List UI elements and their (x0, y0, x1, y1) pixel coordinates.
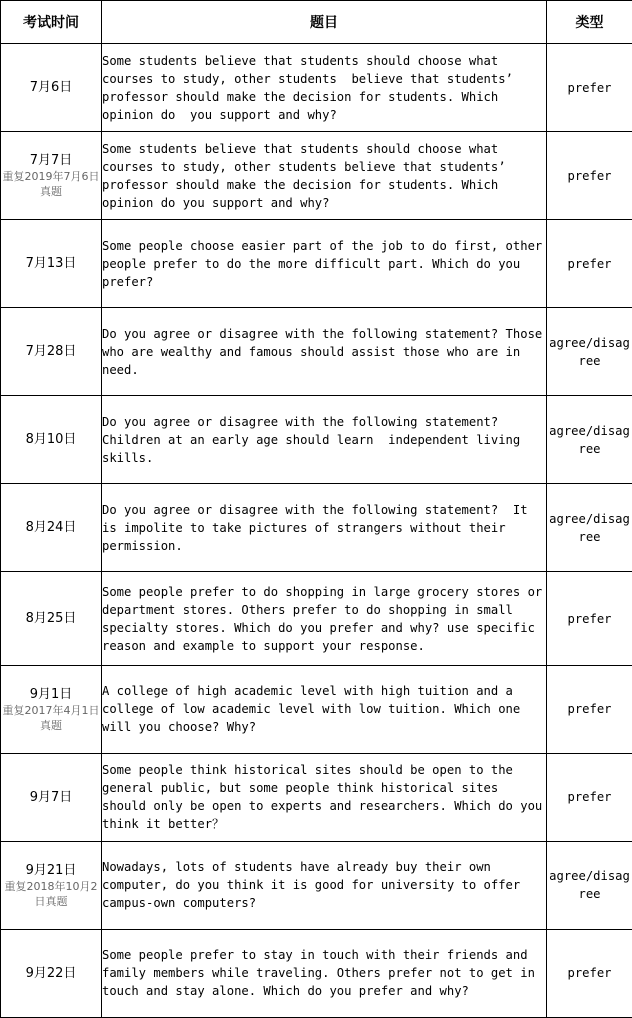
question-cell: A college of high academic level with high tuition and a college of low academic level with low tuition. Which one will you choose? Why? (102, 665, 547, 753)
date-text: 8月10日 (25, 432, 77, 448)
table-row (1, 220, 632, 308)
date-cell (1, 396, 102, 484)
date-text: 7月13日 (25, 256, 77, 272)
date-cell (1, 929, 102, 1017)
table-row (1, 44, 632, 132)
question-cell: Nowadays, lots of students have already buy their own computer, do you think it is good for university to offer campus-own computers? (102, 841, 547, 929)
type-cell: prefer (547, 929, 632, 1017)
table-row (1, 308, 632, 396)
date-cell (1, 132, 102, 220)
type-cell: prefer (547, 44, 632, 132)
type-cell: agree/disagree (547, 308, 632, 396)
date-text: 9月22日 (25, 965, 77, 981)
type-cell: prefer (547, 665, 632, 753)
type-cell: agree/disagree (547, 841, 632, 929)
date-cell (1, 220, 102, 308)
question-cell: Some students believe that students should choose what courses to study, other students believe that students’ professor should make the decision for students. Which opinion do you support and why? (102, 132, 547, 220)
date-text: 8月25日 (25, 611, 77, 627)
table-row (1, 132, 632, 220)
date-text: 7月28日 (25, 344, 77, 360)
date-cell (1, 572, 102, 665)
date-text: 9月1日 (29, 686, 73, 702)
table-row (1, 665, 632, 753)
question-cell: Some people think historical sites should be open to the general public, but some people think historical sites should only be open to experts and researchers. Which do you think it better？ (102, 753, 547, 841)
type-cell: prefer (547, 132, 632, 220)
question-cell: Some students believe that students should choose what courses to study, other students believe that students’ professor should make the decision for students. Which opinion do you support and why? (102, 44, 547, 132)
table-row (1, 572, 632, 665)
header-row (1, 1, 632, 44)
date-text: 8月24日 (25, 520, 77, 536)
repeat-note: 重复2019年7月6日真题 (2, 170, 100, 199)
type-cell: prefer (547, 220, 632, 308)
date-cell (1, 753, 102, 841)
table-row (1, 841, 632, 929)
question-cell: Some people prefer to do shopping in large grocery stores or department stores. Others prefer to do shopping in small specialty stores. Which do you prefer and why? use specific reason and example to support your response. (102, 572, 547, 665)
table-row (1, 484, 632, 572)
date-text: 9月7日 (29, 789, 73, 805)
question-cell: Do you agree or disagree with the following statement? Children at an early age should learn independent living skills. (102, 396, 547, 484)
type-cell: prefer (547, 753, 632, 841)
table-row (1, 396, 632, 484)
date-text: 7月7日 (29, 153, 73, 169)
table-row (1, 753, 632, 841)
date-cell (1, 841, 102, 929)
repeat-note: 重复2017年4月1日真题 (2, 703, 100, 732)
date-cell (1, 484, 102, 572)
date-cell (1, 308, 102, 396)
repeat-note: 重复2018年10月2日真题 (4, 879, 98, 908)
type-cell: agree/disagree (547, 484, 632, 572)
column-header-question: 题目 (102, 1, 547, 44)
question-cell: Do you agree or disagree with the following statement? Those who are wealthy and famous should assist those who are in need. (102, 308, 547, 396)
question-cell: Do you agree or disagree with the following statement? It is impolite to take pictures of strangers without their permission. (102, 484, 547, 572)
date-cell (1, 665, 102, 753)
date-text: 9月21日 (25, 862, 77, 878)
type-cell: prefer (547, 572, 632, 665)
column-header-date: 考试时间 (1, 1, 102, 44)
question-cell: Some people choose easier part of the job to do first, other people prefer to do the more difficult part. Which do you prefer? (102, 220, 547, 308)
date-cell (1, 44, 102, 132)
question-cell: Some people prefer to stay in touch with their friends and family members while traveling. Others prefer not to get in touch and stay alone. Which do you prefer and why? (102, 929, 547, 1017)
type-cell: agree/disagree (547, 396, 632, 484)
table-row (1, 929, 632, 1017)
date-text: 7月6日 (29, 80, 73, 96)
column-header-type: 类型 (547, 1, 632, 44)
